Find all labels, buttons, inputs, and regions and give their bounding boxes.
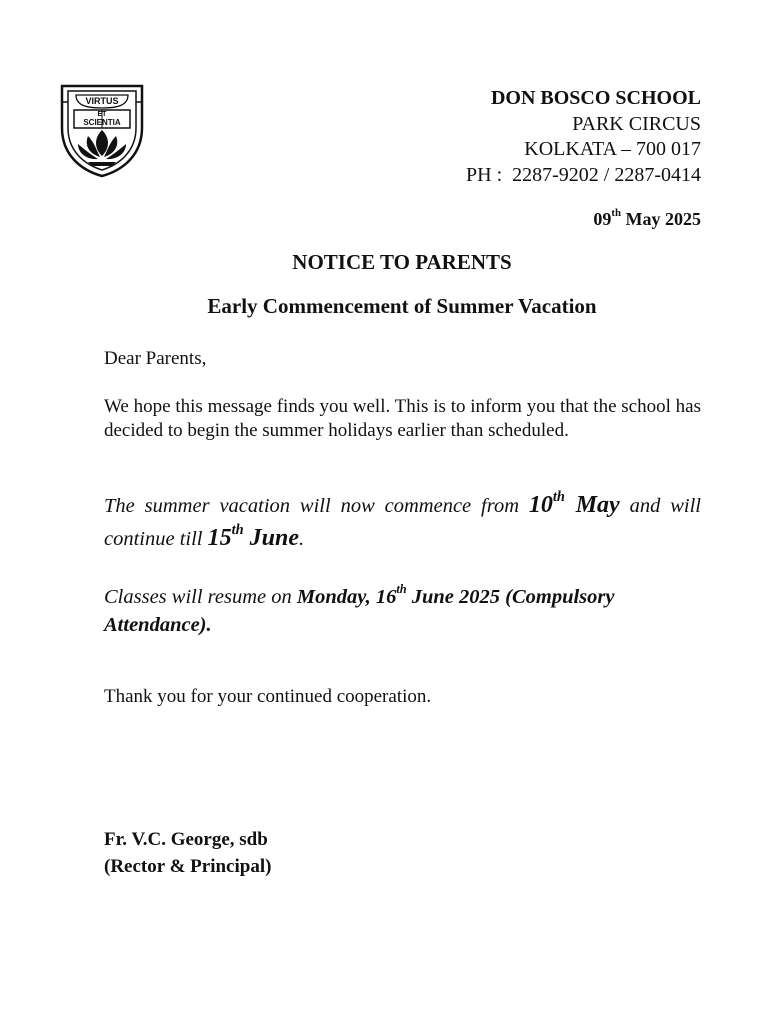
- address-line-1: PARK CIRCUS: [572, 112, 701, 135]
- notice-title: NOTICE TO PARENTS: [292, 250, 512, 274]
- resume-classes-paragraph: Classes will resume on Monday, 16th June 2025 (Compulsory Attendance).: [104, 582, 615, 636]
- salutation: Dear Parents,: [104, 348, 207, 369]
- address-line-2: KOLKATA – 700 017: [524, 138, 701, 160]
- intro-paragraph: We hope this message finds you well. This is to inform you that the school has decided to begin the summer holidays earlier than scheduled.: [104, 396, 701, 441]
- signatory-title: (Rector & Principal): [104, 856, 272, 877]
- signatory-name: Fr. V.C. George, sdb: [104, 829, 268, 850]
- crest-motto-line1: VIRTUS: [85, 96, 119, 106]
- school-crest-logo: [58, 82, 146, 178]
- vacation-dates-paragraph: The summer vacation will now commence from 10th May and will continue till 15th June.: [104, 488, 701, 551]
- resume-date: Monday, 16th June 2025 (Compulsory Attendance).: [104, 582, 615, 636]
- vacation-start-date: 10th May: [528, 488, 620, 518]
- thanks-paragraph: Thank you for your continued cooperation.: [104, 686, 432, 707]
- school-address-block: [466, 86, 701, 188]
- crest-motto-line2: ET: [97, 111, 107, 118]
- vacation-end-date: 15th June: [207, 521, 299, 551]
- school-name: DON BOSCO SCHOOL: [490, 87, 701, 109]
- crest-motto-line3: SCIENTIA: [83, 118, 121, 127]
- phone-numbers: PH : 2287-9202 / 2287-0414: [466, 163, 701, 186]
- signature-block: [104, 826, 271, 880]
- notice-date: 09th May 2025: [593, 207, 701, 229]
- notice-subtitle: Early Commencement of Summer Vacation: [207, 294, 597, 318]
